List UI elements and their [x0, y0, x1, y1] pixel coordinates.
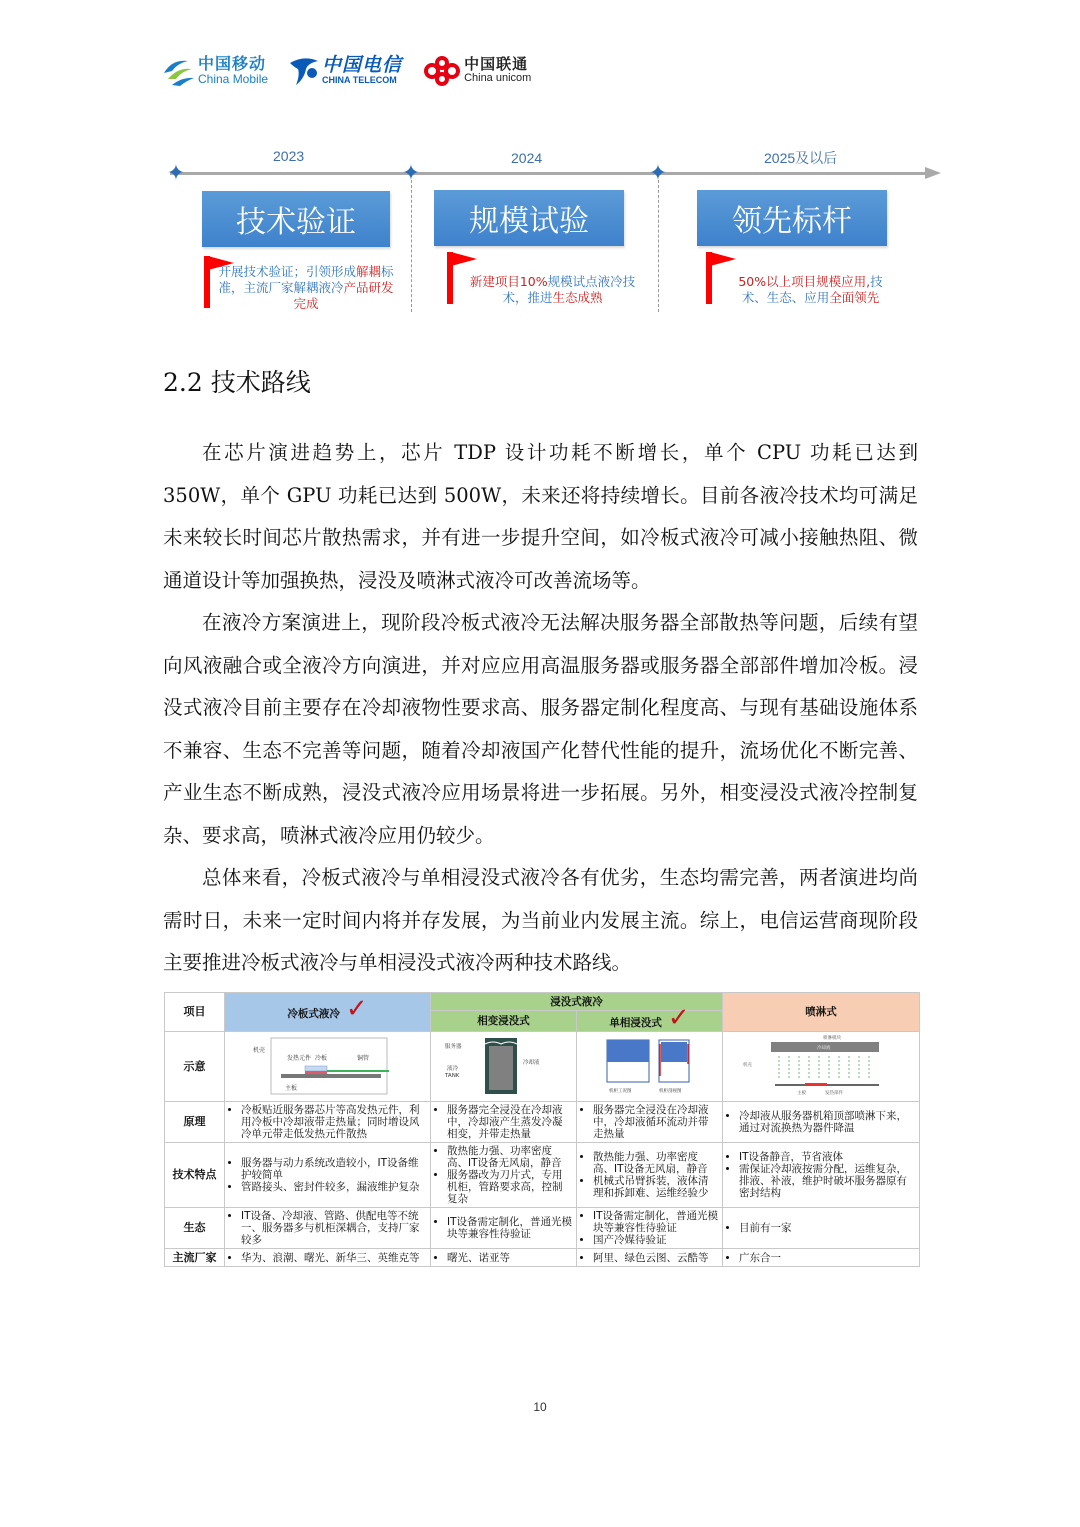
table-cell: • 散热能力强、功率密度高、IT设备无风扇，静音 • 服务器改为刀片式，专用机柜，管路要求高，控制复杂 — [431, 1143, 577, 1208]
header-single-phase: 单相浸没式 ✓ — [577, 1011, 723, 1032]
spray-diagram — [723, 1032, 920, 1102]
table-cell: • 华为、浪潮、曙光、新华三、英维克等 — [225, 1249, 431, 1267]
table-row — [165, 1032, 920, 1102]
row-label: 生态 — [165, 1208, 225, 1249]
timeline-star-icon: ✦ — [166, 161, 186, 186]
cold-plate-diagram-image — [229, 1034, 425, 1096]
body-paragraph: 总体来看，冷板式液冷与单相浸没式液冷各有优劣，生态均需完善，两者演进均尚需时日，未来一定时间内将并存发展，为当前业内发展主流。综上，电信运营商现阶段主要推进冷板式液冷与单相浸没式液冷两种技术路线。 — [163, 866, 918, 974]
row-label: 示意 — [165, 1032, 225, 1102]
table-row — [165, 1249, 920, 1267]
table-row — [165, 1208, 920, 1249]
china-mobile-en: China Mobile — [198, 72, 269, 87]
china-unicom-en: China unicom — [464, 72, 532, 85]
checkmark-icon: ✓ — [345, 994, 368, 1024]
phase-description: 新建项目10%规模试点液冷技术，推进生态成熟 — [469, 274, 636, 305]
header-item: 项目 — [165, 993, 225, 1032]
row-label: 技术特点 — [165, 1143, 225, 1208]
table-cell: • 广东合一 — [723, 1249, 920, 1267]
china-unicom-logo — [420, 54, 531, 88]
china-telecom-logo — [286, 53, 402, 89]
table-cell: • IT设备静音，节省液体 • 需保证冷却液按需分配，运维复杂，排液、补液，维护时破坏服务器原有密封结构 — [723, 1143, 920, 1208]
page-number: 10 — [533, 1400, 547, 1414]
phase-change-diagram — [431, 1032, 577, 1102]
cold-plate-diagram — [225, 1032, 431, 1102]
china-mobile-logo — [158, 51, 268, 91]
timeline-divider — [658, 180, 659, 312]
svg-text:主板: 主板 — [285, 1085, 298, 1092]
single-phase-diagram — [577, 1032, 723, 1102]
table-cell: • IT设备、冷却液、管路、供配电等不统一、服务器多与机柜深耦合，支持厂家较多 — [225, 1208, 431, 1249]
table-cell: • 冷板贴近服务器芯片等高发热元件，利用冷板中冷却液带走热量；同时增设风冷单元带走低发热元件散热 — [225, 1102, 431, 1143]
header-phase-change: 相变浸没式 — [431, 1011, 577, 1032]
table-cell: • IT设备需定制化，普通光模块等兼容性待验证 — [431, 1208, 577, 1249]
svg-text:冷却液: 冷却液 — [523, 1060, 540, 1066]
svg-text:喷淋模块: 喷淋模块 — [823, 1036, 841, 1041]
timeline-year: 2023 — [273, 148, 305, 164]
table-cell: • 服务器与动力系统改造较小，IT设备维护较简单 • 管路接头、密封件较多，漏液维护复杂 — [225, 1143, 431, 1208]
table-cell: • IT设备需定制化，普通光模块等兼容性待验证 • 国产冷媒待验证 — [577, 1208, 723, 1249]
row-label: 主流厂家 — [165, 1249, 225, 1267]
svg-text:冷板: 冷板 — [315, 1055, 328, 1062]
table-cell: • 散热能力强、功率密度高、IT设备无风扇，静音 • 机械式吊臂拆装，液体清理和拆卸难、运维经验少 — [577, 1143, 723, 1208]
china-telecom-cn: 中国电信 — [322, 54, 403, 77]
timeline-year: 2024 — [511, 150, 543, 166]
phase-description: 开展技术验证；引领形成解耦标准，主流厂家解耦液冷产品研发完成 — [218, 264, 394, 311]
svg-text:机柜剖视图: 机柜剖视图 — [659, 1089, 682, 1094]
svg-text:机柜工况图: 机柜工况图 — [609, 1089, 632, 1094]
timeline-star-icon: ✦ — [401, 161, 421, 186]
header-immersion: 浸没式液冷 — [431, 993, 723, 1011]
phase-box: 领先标杆 — [697, 190, 887, 246]
svg-text:铜管: 铜管 — [357, 1055, 370, 1062]
header-spray: 喷淋式 — [723, 993, 920, 1032]
china-unicom-cn: 中国联通 — [464, 55, 529, 74]
svg-text:机壳: 机壳 — [743, 1063, 752, 1068]
phase-box: 规模试验 — [434, 190, 624, 246]
timeline-divider — [411, 180, 412, 312]
row-label: 原理 — [165, 1102, 225, 1143]
body-paragraph: 在液冷方案演进上，现阶段冷板式液冷无法解决服务器全部散热等问题，后续有望向风液融合或全液冷方向演进，并对应应用高温服务器或服务器全部部件增加冷板。浸没式液冷目前主要存在冷却液物性要求高、服务器定制化程度高、与现有基础设施体系不兼容、生态不完善等问题，随着冷却液国产化替代性能的提升，流场优化不断完善、产业生态不断成熟，浸没式液冷应用场景将进一步拓展。另外，相变浸没式液冷控制复杂、要求高，喷淋式液冷应用仍较少。 — [163, 611, 918, 847]
table-cell: • 曙光、诺亚等 — [431, 1249, 577, 1267]
operator-logos — [158, 48, 549, 94]
svg-text:发热部件: 发热部件 — [825, 1091, 843, 1096]
single-phase-diagram-image — [581, 1034, 717, 1096]
timeline-year: 2025及以后 — [764, 150, 838, 166]
liquid-cooling-comparison-table — [164, 992, 920, 1267]
china-mobile-emblem-icon — [158, 51, 198, 91]
section-heading: 2.2 技术路线 — [163, 368, 311, 397]
china-telecom-emblem-icon — [286, 53, 322, 89]
table-cell: • 阿里、绿色云图、云酷等 — [577, 1249, 723, 1267]
spray-diagram-image — [727, 1034, 914, 1096]
checkmark-icon: ✓ — [667, 1003, 690, 1033]
table-cell: • 服务器完全浸没在冷却液中，冷却液循环流动并带走热量 — [577, 1102, 723, 1143]
body-paragraph: 在芯片演进趋势上，芯片 TDP 设计功耗不断增长，单个 CPU 功耗已达到 350W，单个 GPU 功耗已达到 500W，未来还将持续增长。目前各液冷技术均可满足未来较长时间芯片散热需求，并有进一步提升空间，如冷板式液冷可减小接触热阻、微通道设计等加强换热，浸没及喷淋式液冷可改善流场等。 — [163, 441, 918, 592]
china-mobile-cn: 中国移动 — [198, 54, 267, 74]
table-row — [165, 1102, 920, 1143]
svg-text:主板: 主板 — [797, 1091, 806, 1096]
svg-text:发热元件: 发热元件 — [287, 1055, 312, 1062]
table-cell: • 服务器完全浸没在冷却液中，冷却液产生蒸发冷凝相变，并带走热量 — [431, 1102, 577, 1143]
svg-text:冷却液: 冷却液 — [817, 1046, 831, 1051]
phase-box: 技术验证 — [202, 191, 390, 247]
table-row — [165, 1143, 920, 1208]
svg-text:TANK: TANK — [445, 1073, 460, 1079]
timeline-arrow-icon — [925, 167, 941, 179]
svg-text:服务器: 服务器 — [445, 1044, 462, 1050]
timeline-star-icon: ✦ — [648, 161, 668, 186]
svg-text:液冷: 液冷 — [447, 1066, 459, 1072]
phase-description: 50%以上项目规模应用,技术、生态、应用全面领先 — [738, 274, 883, 305]
phase-change-diagram-image — [435, 1034, 571, 1096]
china-telecom-en: CHINA TELECOM — [322, 75, 397, 86]
header-cold-plate: 冷板式液冷 ✓ — [225, 993, 431, 1032]
timeline-axis — [170, 172, 932, 175]
table-cell: • 目前有一家 — [723, 1208, 920, 1249]
table-cell: • 冷却液从服务器机箱顶部喷淋下来，通过对流换热为器件降温 — [723, 1102, 920, 1143]
svg-text:机壳: 机壳 — [253, 1047, 266, 1054]
china-unicom-knot-icon — [420, 54, 464, 88]
